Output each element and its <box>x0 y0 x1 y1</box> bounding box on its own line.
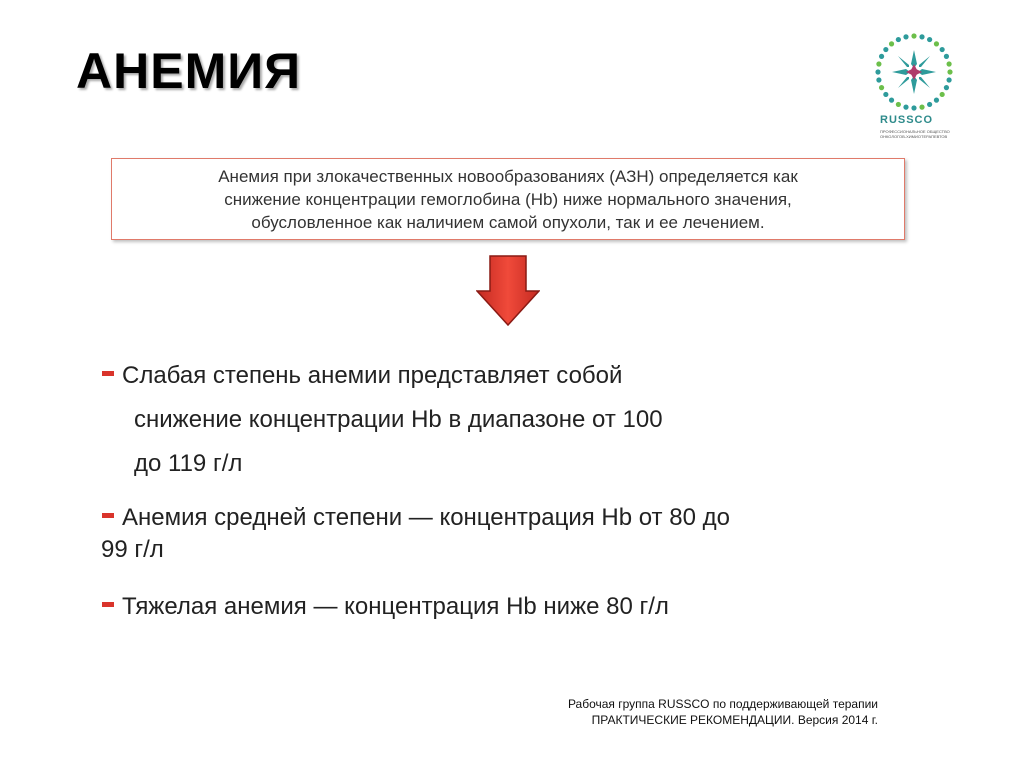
bullet-marker <box>102 371 114 376</box>
logo-dot <box>940 47 945 52</box>
logo-dot <box>927 102 932 107</box>
logo-dot <box>876 61 881 66</box>
logo-dot <box>903 105 908 110</box>
logo-dot <box>940 92 945 97</box>
logo-subtitle: ПРОФЕССИОНАЛЬНОЕ ОБЩЕСТВО ОНКОЛОГОВ-ХИМИОТЕРАПЕВТОВ <box>880 129 950 139</box>
footer-line-1: Рабочая группа RUSSCO по поддерживающей терапии <box>567 697 878 711</box>
definition-line-1: Анемия при злокачественных новообразованиях (АЗН) определяется как <box>218 167 798 186</box>
logo-dot <box>911 105 916 110</box>
bullet-text: Тяжелая анемия — концентрация Hb ниже 80 г/л <box>122 593 669 620</box>
bullet-text: Анемия средней степени — концентрация Hb от 80 до <box>122 504 730 531</box>
down-arrow-icon <box>476 255 540 327</box>
logo-dot <box>911 33 916 38</box>
definition-line-3: обусловленное как наличием самой опухоли, так и ее лечением. <box>251 213 765 232</box>
logo-name: RUSSCO <box>880 114 934 126</box>
logo-dot <box>944 85 949 90</box>
logo-dot <box>896 37 901 42</box>
bullet-moderate-anemia <box>102 502 730 566</box>
logo-dot <box>889 98 894 103</box>
logo-dot <box>883 92 888 97</box>
logo-dot <box>944 54 949 59</box>
logo-dot <box>934 41 939 46</box>
logo-dot <box>903 34 908 39</box>
bullet-mild-anemia <box>102 354 663 486</box>
logo-dot <box>947 69 952 74</box>
bullet-text: снижение концентрации Hb в диапазоне от 100 <box>134 406 663 433</box>
bullet-marker <box>102 513 114 518</box>
definition-line-2: снижение концентрации гемоглобина (Hb) ниже нормального значения, <box>224 190 792 209</box>
logo-dot <box>875 69 880 74</box>
logo-dot <box>919 34 924 39</box>
logo-dot <box>947 61 952 66</box>
logo-dot <box>889 41 894 46</box>
logo-dot <box>876 77 881 82</box>
bullet-severe-anemia <box>102 591 669 623</box>
bullet-marker <box>102 602 114 607</box>
slide-title: АНЕМИЯ <box>76 43 302 99</box>
definition-box <box>111 158 905 240</box>
russco-emblem-icon <box>872 30 956 114</box>
logo-dot <box>934 98 939 103</box>
logo-dot <box>896 102 901 107</box>
footer-line-2: ПРАКТИЧЕСКИЕ РЕКОМЕНДАЦИИ. Версия 2014 г. <box>591 713 878 727</box>
bullet-text: 99 г/л <box>101 536 164 563</box>
logo-dot <box>883 47 888 52</box>
footer-source <box>568 696 878 728</box>
bullet-text: Слабая степень анемии представляет собой <box>122 362 623 389</box>
logo-dot <box>947 77 952 82</box>
logo-dot <box>879 85 884 90</box>
bullet-text: до 119 г/л <box>134 450 243 477</box>
logo-dot <box>919 105 924 110</box>
logo-dot <box>879 54 884 59</box>
russco-logo <box>872 30 956 148</box>
logo-dot <box>927 37 932 42</box>
